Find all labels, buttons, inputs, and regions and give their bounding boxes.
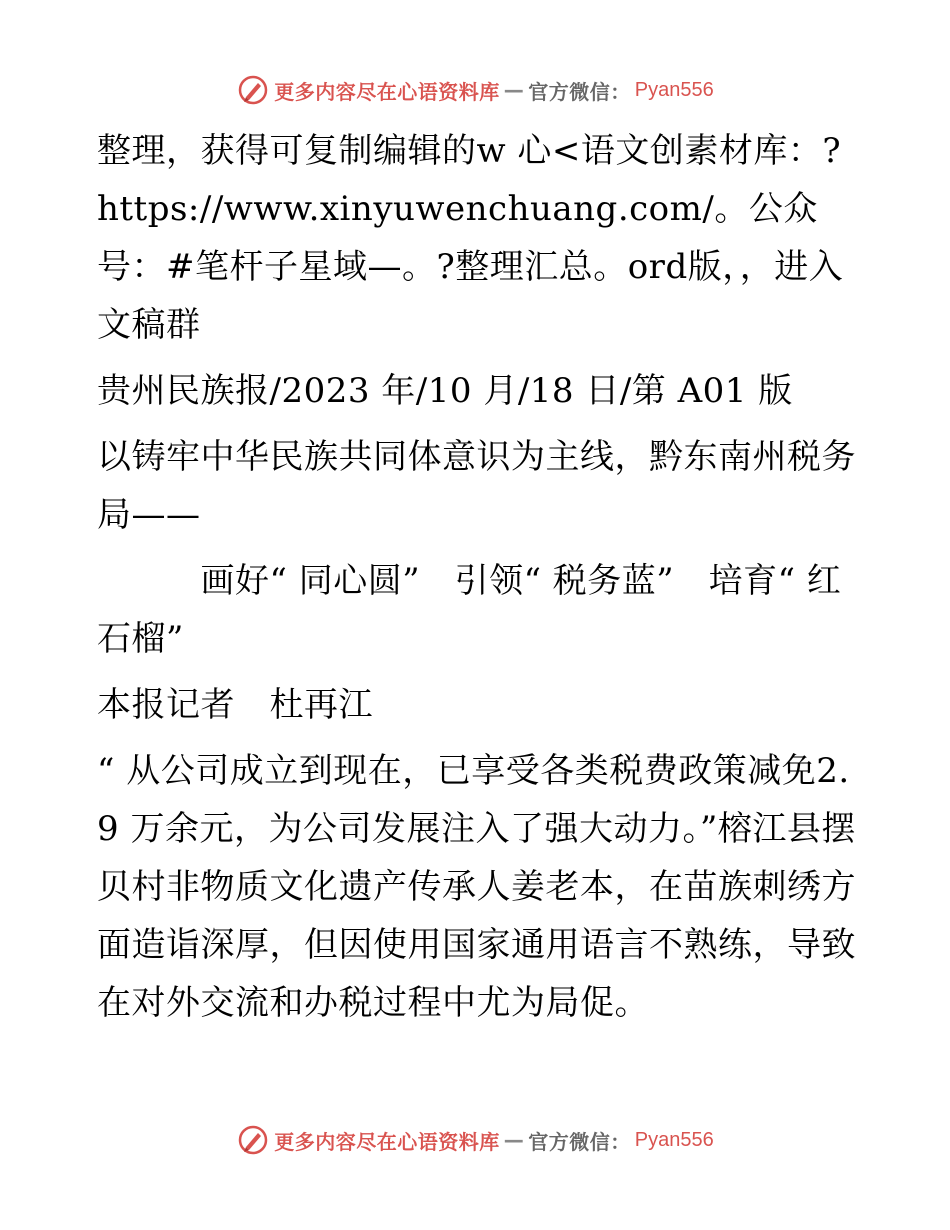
header-banner-content (236, 73, 713, 107)
pen-circle-logo-icon (236, 73, 270, 107)
intro-text: 整理，获得可复制编辑的w 心<语文创素材库：?https://www.xinyuwenchuang.com/。公众号：#笔杆子星域—。?整理汇总。ord版，，进入文稿群 (97, 131, 844, 345)
footer-banner-main-text: 更多内容尽在心语资料库 (274, 1129, 500, 1154)
headline: 画好“ 同心圆” 引领“ 税务蓝” 培育“ 红石榴” (97, 561, 842, 659)
byline: 本报记者 杜再江 (97, 685, 373, 725)
footer-banner (0, 1120, 950, 1160)
subheadline: 以铸牢中华民族共同体意识为主线，黔东南州税务局—— (97, 437, 856, 535)
header-banner-main-text: 更多内容尽在心语资料库 (274, 79, 500, 104)
document-body (97, 122, 857, 1032)
pen-circle-logo-icon (236, 1123, 270, 1157)
header-banner (0, 70, 950, 110)
source-line: 贵州民族报/2023 年/10 月/18 日/第 A01 版 (97, 371, 793, 411)
footer-banner-label: 官方微信： (528, 1129, 631, 1154)
body-paragraph: “ 从公司成立到现在，已享受各类税费政策减免2.9 万余元，为公司发展注入了强大动力。”榕江县摆贝村非物质文化遗产传承人姜老本，在苗族刺绣方面造诣深厚，但因使用国家通用语言不熟练，导致在对外交流和办税过程中尤为局促。 (97, 751, 856, 1023)
footer-banner-wechat-id: Pyan556 (634, 1128, 714, 1151)
header-banner-wechat-id: Pyan556 (634, 78, 714, 101)
footer-banner-separator: — (503, 1128, 525, 1152)
header-banner-separator: — (503, 78, 525, 102)
footer-banner-content (236, 1123, 713, 1157)
header-banner-label: 官方微信： (528, 79, 631, 104)
